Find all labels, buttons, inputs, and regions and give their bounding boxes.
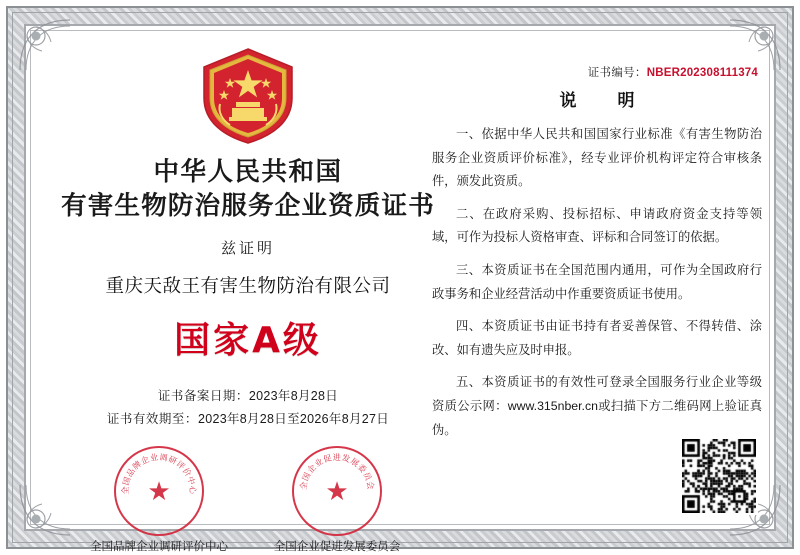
note-item: 三、本资质证书在全国范围内通用，可作为全国政府行政事务和企业经营活动中作重要资质证书使用。	[432, 263, 762, 301]
seal-star-icon: ★	[147, 475, 171, 506]
certificate-title-line2: 有害生物防治服务企业资质证书	[61, 190, 435, 221]
certificate-content	[38, 38, 762, 553]
national-emblem-icon	[196, 46, 300, 146]
seal-item	[89, 446, 229, 554]
seal-item	[267, 446, 407, 554]
hereby-certify-text: 兹证明	[220, 240, 275, 258]
seal-caption-2: 全国企业促进发展委员会	[273, 540, 401, 553]
filing-date-value: 2023年8月28日	[248, 389, 339, 404]
note-item: 五、本资质证书的有效性可登录全国服务行业企业等级资质公示网：www.315nber.cn或扫描下方二维码网上验证真伪。	[432, 375, 762, 437]
seal-caption-1: 全国品牌企业调研评价中心	[90, 540, 228, 553]
grade-level: 国家A级	[174, 320, 322, 362]
official-seal-stamp-icon	[292, 446, 382, 536]
valid-until-label: 证书有效期至：	[106, 412, 198, 427]
seal-group	[38, 446, 458, 554]
filing-date-row	[38, 385, 458, 408]
official-seal-stamp-icon	[114, 446, 204, 536]
verification-qr-code[interactable]	[680, 437, 758, 515]
certificate-dates	[38, 385, 458, 431]
certificate-notes-panel	[432, 86, 762, 451]
note-item: 一、依据中华人民共和国国家行业标准《有害生物防治服务企业资质评价标准》，经专业评价机构评定符合审核条件，颁发此资质。	[432, 127, 762, 189]
note-item: 四、本资质证书由证书持有者妥善保管、不得转借、涂改、如有遗失应及时申报。	[432, 319, 762, 357]
seal-ring-text-2: 全国企业促进发展委员会	[297, 451, 377, 491]
valid-until-row	[38, 408, 458, 431]
seal-star-icon: ★	[325, 475, 349, 506]
note-item: 二、在政府采购、投标招标、申请政府资金支持等领域，可作为投标人资格审查、评标和合同签订的依据。	[432, 206, 762, 245]
filing-date-label: 证书备案日期：	[157, 389, 249, 404]
company-name: 重庆天敌王有害生物防治有限公司	[105, 275, 391, 297]
certificate-number-label: 证书编号：	[587, 67, 647, 79]
certificate-left-panel	[38, 38, 458, 553]
certificate-number-value: NBER202308111374	[646, 67, 758, 79]
seal-ring-text-1: 全国品牌企业调研评价中心	[119, 451, 199, 495]
valid-until-value: 2023年8月28日至2026年8月27日	[197, 412, 390, 427]
certificate-title-line1: 中华人民共和国	[153, 157, 343, 187]
notes-title: 说 明	[559, 91, 647, 110]
certificate-number	[588, 64, 758, 80]
